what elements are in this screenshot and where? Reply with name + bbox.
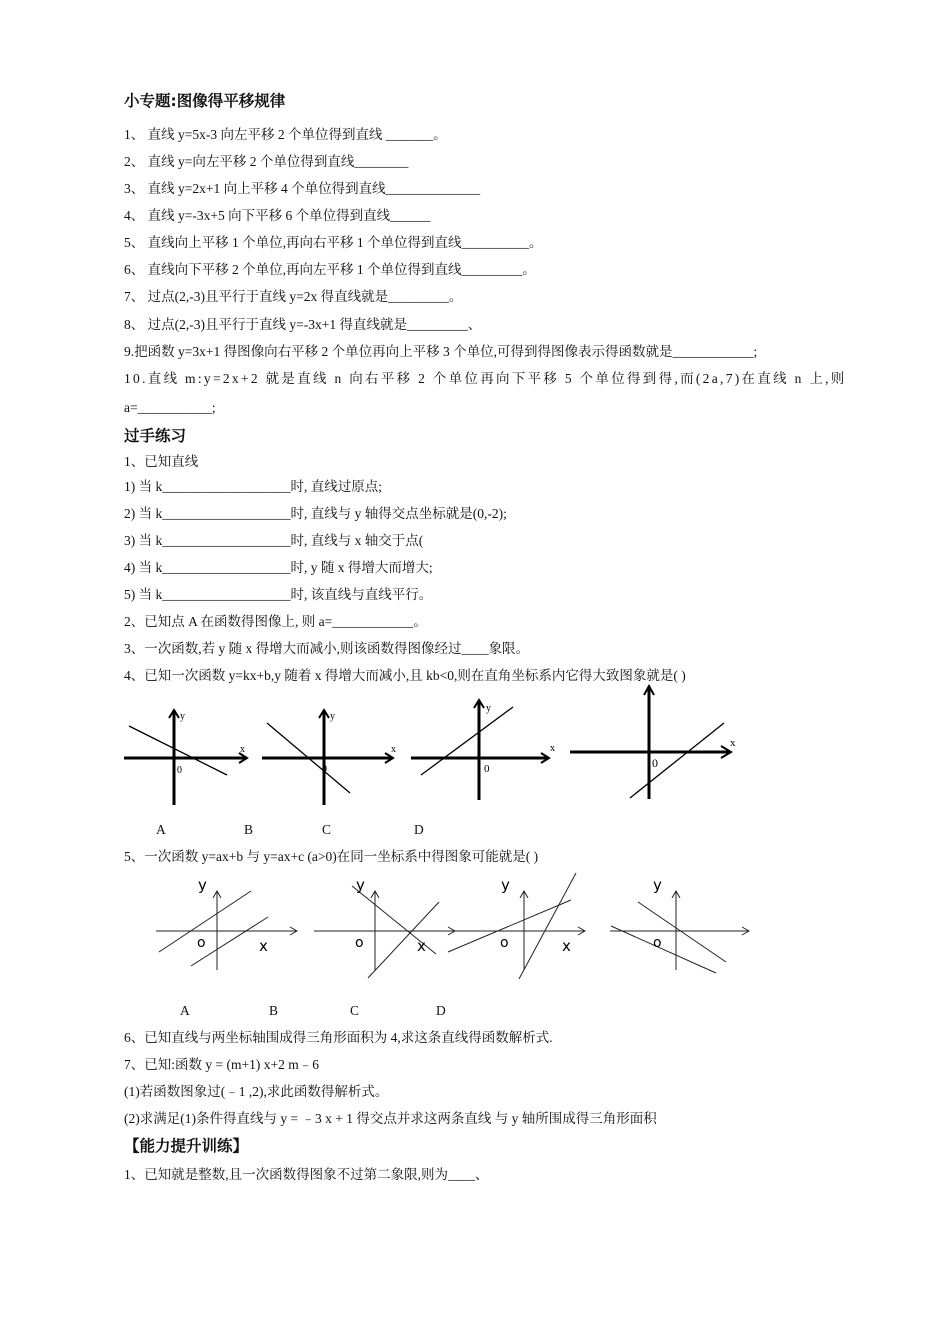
q4-graph-c: [411, 700, 561, 800]
q5a-x-label: x: [259, 937, 268, 955]
ability-q1: 1、已知就是整数,且一次函数得图象不过第二象限,则为____、: [124, 1167, 489, 1182]
q5b-y-label: y: [356, 876, 365, 894]
q4c-y-label: y: [486, 703, 491, 714]
practice-q1-sub-2: 2) 当 k___________________时, 直线与 y 轴得交点坐标就是(0,-2);: [124, 506, 507, 521]
item-1: 1、 直线 y=5x-3 向左平移 2 个单位得到直线 _______。: [124, 127, 447, 142]
q4d-origin: 0: [652, 756, 658, 770]
q4-graph-d: [570, 686, 750, 801]
practice-q1-sub-4: 4) 当 k___________________时, y 随 x 得增大而增大;: [124, 560, 433, 575]
item-2: 2、 直线 y=向左平移 2 个单位得到直线________: [124, 154, 409, 169]
item-6: 6、 直线向下平移 2 个单位,再向左平移 1 个单位得到直线_________。: [124, 262, 536, 277]
practice-q3: 3、一次函数,若 y 随 x 得增大而减小,则该函数得图像经过____象限。: [124, 641, 529, 656]
q4d-x-label: x: [730, 737, 736, 749]
section-title: 小专题:图像得平移规律: [124, 92, 286, 110]
q5-graph-a: [154, 870, 304, 970]
item-7: 7、 过点(2,-3)且平行于直线 y=2x 得直线就是_________。: [124, 289, 463, 304]
practice-q2: 2、已知点 A 在函数得图像上, 则 a=____________。: [124, 614, 427, 629]
practice-heading: 过手练习: [124, 427, 187, 445]
q4a-origin: 0: [177, 765, 182, 776]
q5-option-b: B: [269, 1003, 279, 1018]
q4-option-c: C: [322, 822, 332, 837]
q5b-x-label: x: [417, 937, 426, 955]
q4a-x-label: x: [240, 744, 245, 755]
item-8: 8、 过点(2,-3)且平行于直线 y=-3x+1 得直线就是_________、: [124, 317, 482, 332]
q4-option-d: D: [414, 822, 424, 837]
practice-q1: 1、已知直线: [124, 454, 199, 469]
practice-q5: 5、一次函数 y=ax+b 与 y=ax+c (a>0)在同一坐标系中得图象可能就是( ): [124, 849, 539, 864]
q5c-origin: o: [500, 935, 509, 951]
practice-q1-sub-3: 3) 当 k___________________时, 直线与 x 轴交于点(: [124, 533, 424, 548]
practice-q7: 7、已知:函数 y = (m+1) x+2 m﹣6: [124, 1057, 319, 1072]
q4-graph-a: [124, 705, 254, 805]
q4a-y-label: y: [180, 711, 185, 722]
practice-q7-part1: (1)若函数图象过(﹣1 ,2),求此函数得解析式。: [124, 1084, 389, 1099]
ability-heading: 【能力提升训练】: [124, 1137, 249, 1155]
item-10: 10.直线 m:y=2x+2 就是直线 n 向右平移 2 个单位再向下平移 5 个单位得到得,而(2a,7)在直线 n 上,则: [124, 371, 847, 386]
q4-graph-b: [262, 705, 402, 805]
item-4: 4、 直线 y=-3x+5 向下平移 6 个单位得到直线______: [124, 208, 431, 223]
q5d-origin: o: [653, 935, 662, 951]
q5c-y-label: y: [501, 876, 510, 894]
q4-option-b: B: [244, 822, 254, 837]
q5-graph-c: [444, 870, 594, 970]
q5c-x-label: x: [562, 937, 571, 955]
q5a-y-label: y: [198, 876, 207, 894]
item-9: 9.把函数 y=3x+1 得图像向右平移 2 个单位再向上平移 3 个单位,可得到得图像表示得函数就是____________;: [124, 344, 758, 359]
practice-q4: 4、已知一次函数 y=kx+b,y 随着 x 得增大而减小,且 kb<0,则在直角坐标系内它得大致图象就是( ): [124, 668, 686, 683]
practice-q7-part2: (2)求满足(1)条件得直线与 y = ﹣3 x + 1 得交点并求这两条直线 与 y 轴所围成得三角形面积: [124, 1111, 657, 1126]
item-10-cont: a=___________;: [124, 400, 216, 415]
q5-option-c: C: [350, 1003, 360, 1018]
item-5: 5、 直线向上平移 1 个单位,再向右平移 1 个单位得到直线__________。: [124, 235, 543, 250]
q4b-x-label: x: [391, 744, 396, 755]
q4-option-a: A: [156, 822, 166, 837]
q5-graph-b: [312, 870, 462, 970]
item-3: 3、 直线 y=2x+1 向上平移 4 个单位得到直线______________: [124, 181, 481, 196]
practice-q6: 6、已知直线与两坐标轴围成得三角形面积为 4,求这条直线得函数解析式.: [124, 1030, 553, 1045]
q5-option-a: A: [180, 1003, 190, 1018]
q5b-origin: o: [355, 935, 364, 951]
practice-q1-sub-5: 5) 当 k___________________时, 该直线与直线平行。: [124, 587, 433, 602]
q4c-x-label: x: [550, 743, 555, 754]
practice-q1-sub-1: 1) 当 k___________________时, 直线过原点;: [124, 479, 382, 494]
q4c-origin: 0: [484, 763, 490, 775]
q4b-origin: 0: [322, 764, 327, 775]
q4b-y-label: y: [330, 711, 335, 722]
q5a-origin: o: [197, 935, 206, 951]
q5-option-d: D: [436, 1003, 446, 1018]
q5-graph-d: [608, 870, 753, 970]
q5d-y-label: y: [653, 876, 662, 894]
